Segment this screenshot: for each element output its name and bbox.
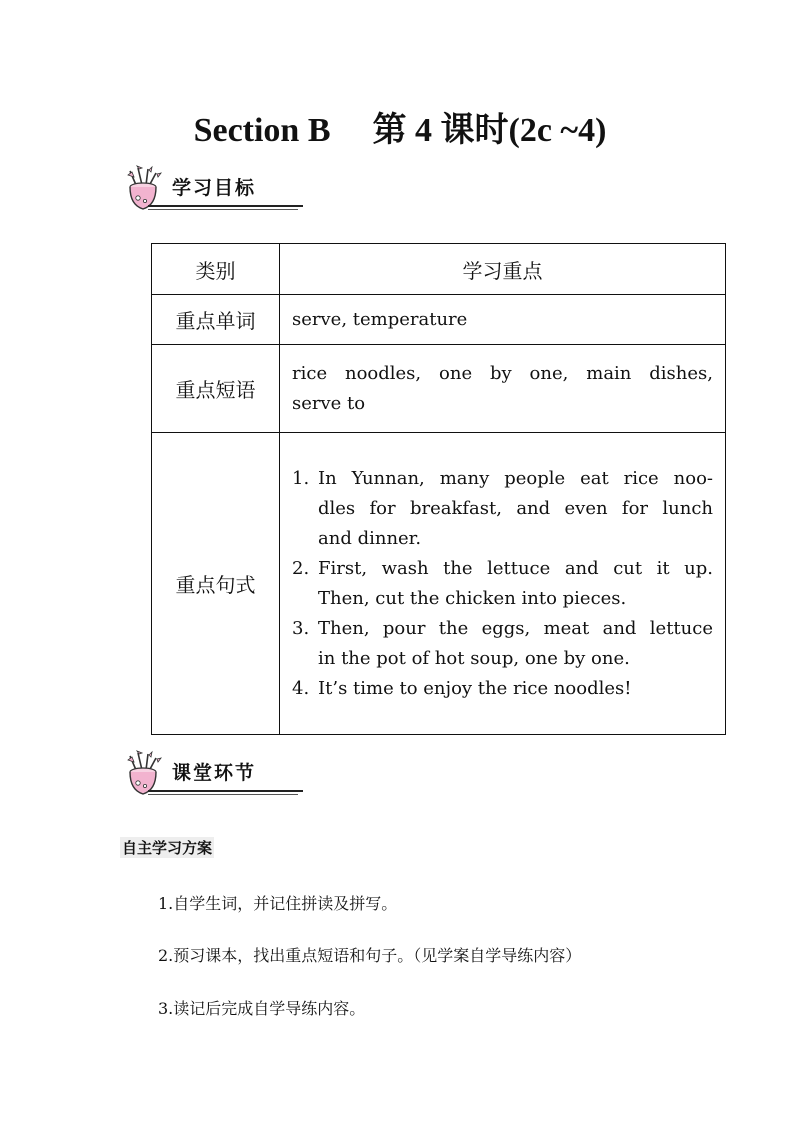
section-underline <box>148 790 303 792</box>
plan-step: 2.预习课本，找出重点短语和句子。（见学案自学导练内容） <box>158 946 582 965</box>
table-row <box>152 295 726 345</box>
sentence-line: dles for breakfast, and even for lunch <box>318 497 713 519</box>
content-cell: serve, temperature <box>280 295 726 345</box>
sentence-line: and dinner. <box>318 527 422 549</box>
section-underline <box>148 205 303 207</box>
sentence-line: It’s time to enjoy the rice noodles! <box>318 677 632 699</box>
phrase-line: serve to <box>292 392 366 414</box>
section-label: 课堂环节 <box>172 762 257 784</box>
table-header-row <box>152 244 726 295</box>
list-item <box>292 614 713 674</box>
item-number: 3. <box>292 617 310 639</box>
plan-title: 自主学习方案 <box>122 839 213 857</box>
sentence-list <box>292 464 713 704</box>
sentence-line: First, wash the lettuce and cut it up. <box>318 557 713 579</box>
category-cell: 重点句式 <box>152 433 280 735</box>
section-label: 学习目标 <box>172 177 257 199</box>
content-cell <box>280 345 726 433</box>
flower-pot-icon <box>118 750 168 800</box>
title-lesson: 第 4 课时(2c ~4) <box>372 112 607 149</box>
item-number: 2. <box>292 557 310 579</box>
list-item <box>292 464 713 554</box>
table-header: 类别 <box>152 244 280 295</box>
section-heading-goals <box>118 165 298 215</box>
plan-step: 1.自学生词，并记住拼读及拼写。 <box>158 894 398 913</box>
category-cell: 重点短语 <box>152 345 280 433</box>
page-title <box>0 102 800 151</box>
phrase-line: rice noodles, one by one, main dishes, <box>292 362 713 384</box>
section-underline <box>148 209 298 210</box>
title-section: Section B <box>193 112 331 149</box>
list-item <box>292 674 713 704</box>
flower-pot-icon <box>118 165 168 215</box>
sentence-line: in the pot of hot soup, one by one. <box>318 647 630 669</box>
content-cell <box>280 433 726 735</box>
table-row <box>152 345 726 433</box>
sentence-line: Then, pour the eggs, meat and lettuce <box>318 617 713 639</box>
table-header: 学习重点 <box>280 244 726 295</box>
sentence-line: Then, cut the chicken into pieces. <box>318 587 627 609</box>
sentence-line: In Yunnan, many people eat rice noo- <box>318 467 713 489</box>
item-number: 4. <box>292 677 310 699</box>
section-underline <box>148 794 298 795</box>
learning-goals-table <box>151 243 726 735</box>
table-row <box>152 433 726 735</box>
list-item <box>292 554 713 614</box>
item-number: 1. <box>292 467 310 489</box>
section-heading-class <box>118 750 298 800</box>
category-cell: 重点单词 <box>152 295 280 345</box>
plan-step: 3.读记后完成自学导练内容。 <box>158 999 366 1018</box>
